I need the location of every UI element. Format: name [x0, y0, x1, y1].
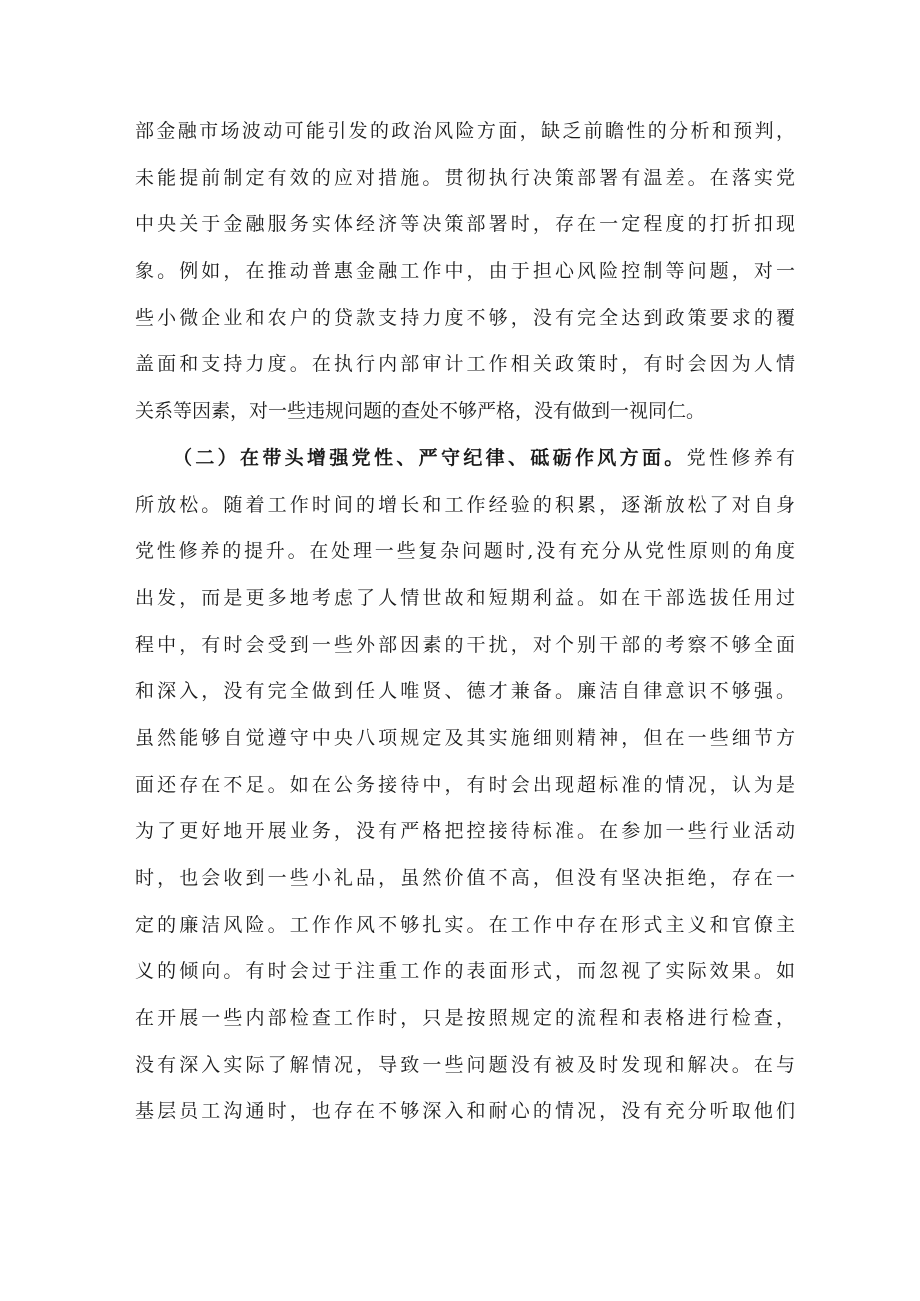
paragraph-1-line-6: 盖面和支持力度。在执行内部审计工作相关政策时，有时会因为人情	[135, 353, 795, 376]
paragraph-2-line-11: 定的廉洁风险。工作作风不够扎实。在工作中存在形式主义和官僚主	[135, 913, 795, 936]
paragraph-2-line-6: 和深入，没有完全做到任人唯贤、德才兼备。廉洁自律意识不够强。	[135, 680, 795, 703]
paragraph-2-line-1	[135, 435, 795, 482]
paragraph-1-line-7: 关系等因素，对一些违规问题的查处不够严格，没有做到一视同仁。	[135, 400, 706, 423]
document-body	[135, 108, 795, 1135]
paragraph-2-line-13: 在开展一些内部检查工作时，只是按照规定的流程和表格进行检查，	[135, 1007, 795, 1030]
paragraph-2-line-2: 所放松。随着工作时间的增长和工作经验的积累，逐渐放松了对自身	[135, 493, 795, 516]
paragraph-2-line-3: 党性修养的提升。在处理一些复杂问题时,没有充分从党性原则的角度	[135, 540, 795, 563]
paragraph-2-line-8: 面还存在不足。如在公务接待中，有时会出现超标准的情况，认为是	[135, 773, 795, 796]
paragraph-2-line-10: 时，也会收到一些小礼品，虽然价值不高，但没有坚决拒绝，存在一	[135, 867, 795, 889]
section-heading: （二）在带头增强党性、严守纪律、砥砺作风方面。	[173, 446, 687, 469]
paragraph-2-line-5: 程中，有时会受到一些外部因素的干扰，对个别干部的考察不够全面	[135, 633, 795, 656]
paragraph-1-line-2: 未能提前制定有效的应对措施。贯彻执行决策部署有温差。在落实党	[135, 166, 795, 189]
paragraph-2-line-7: 虽然能够自觉遵守中央八项规定及其实施细则精神，但在一些细节方	[135, 726, 795, 749]
paragraph-2-line-15: 基层员工沟通时，也存在不够深入和耐心的情况，没有充分听取他们	[135, 1100, 795, 1123]
paragraph-1-line-3: 中央关于金融服务实体经济等决策部署时，存在一定程度的打折扣现	[135, 213, 795, 236]
paragraph-2-first-line-text: 党性修养有	[686, 446, 795, 469]
paragraph-2-line-9: 为了更好地开展业务，没有严格把控接待标准。在参加一些行业活动	[135, 820, 795, 843]
paragraph-1-line-1: 部金融市场波动可能引发的政治风险方面，缺乏前瞻性的分析和预判，	[135, 120, 795, 142]
paragraph-2-line-14: 没有深入实际了解情况，导致一些问题没有被及时发现和解决。在与	[135, 1053, 795, 1076]
paragraph-1-line-5: 些小微企业和农户的贷款支持力度不够，没有完全达到政策要求的覆	[135, 306, 795, 329]
paragraph-2-line-12: 义的倾向。有时会过于注重工作的表面形式，而忽视了实际效果。如	[135, 960, 795, 983]
paragraph-1-line-4: 象。例如，在推动普惠金融工作中，由于担心风险控制等问题，对一	[135, 260, 795, 283]
paragraph-2-line-4: 出发，而是更多地考虑了人情世故和短期利益。如在干部选拔任用过	[135, 586, 795, 609]
